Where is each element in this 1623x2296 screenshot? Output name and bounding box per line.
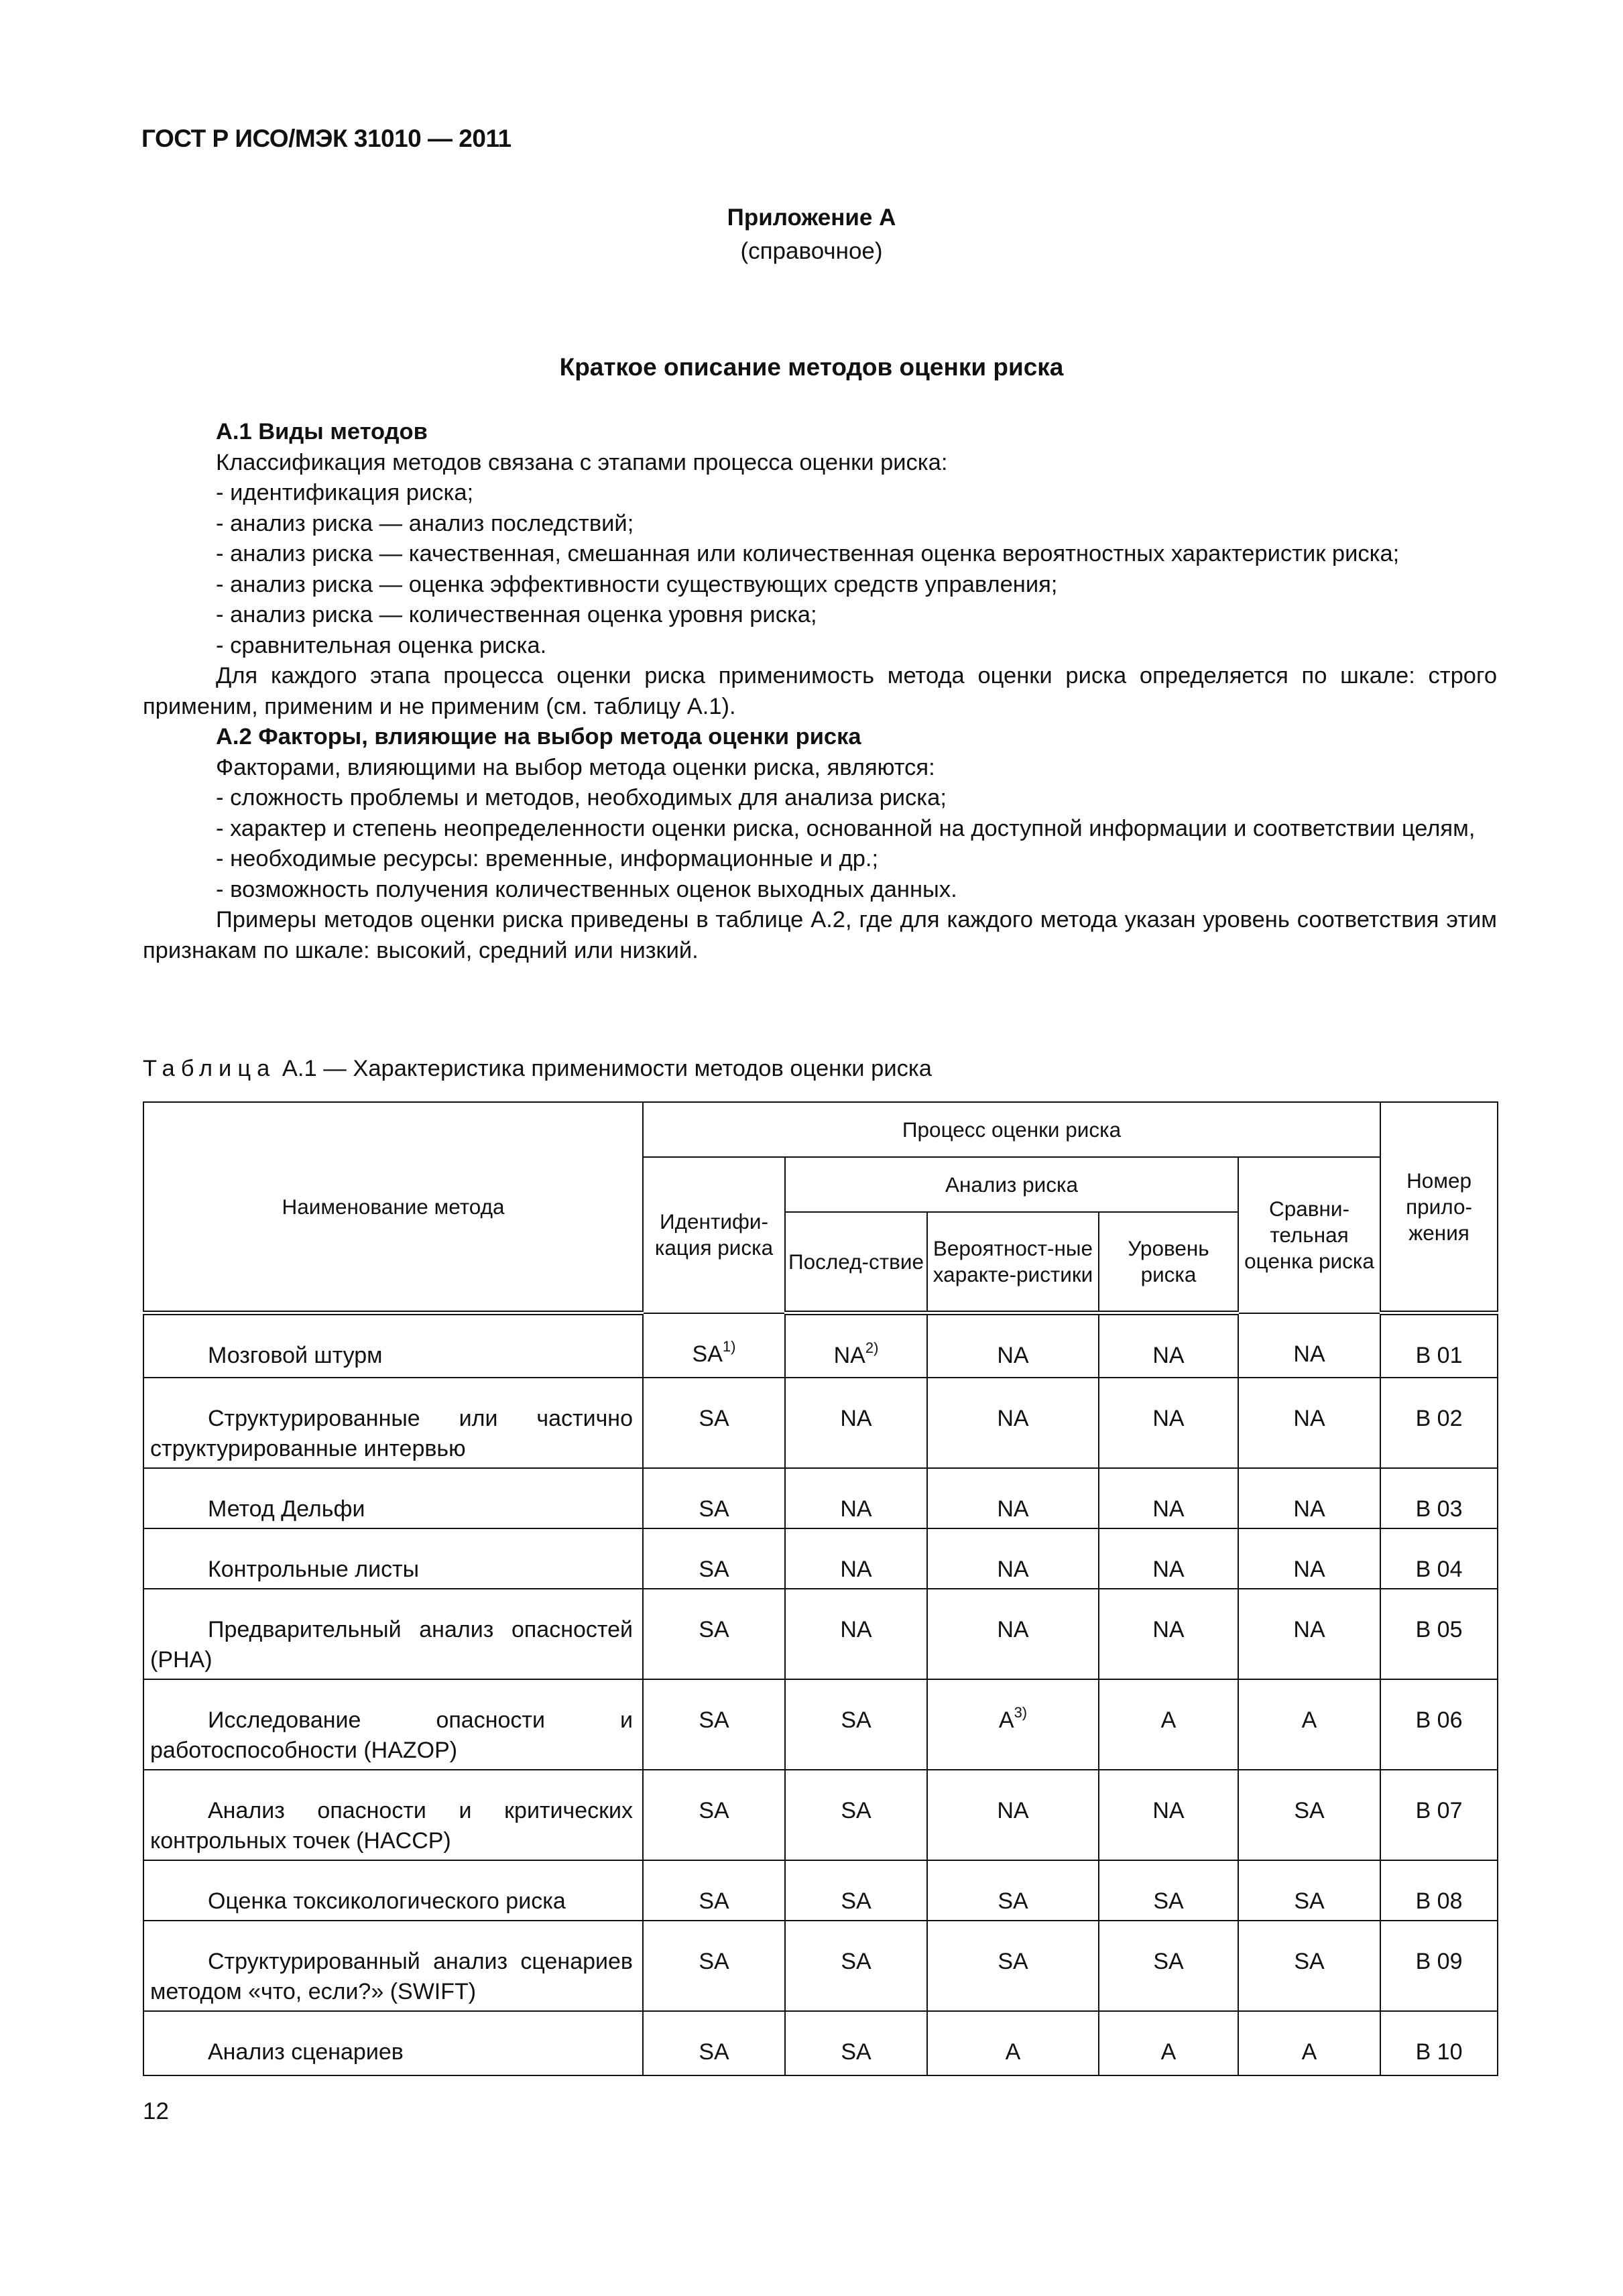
method-name: Анализ опасности и критических контрольных точек (HACCP): [143, 1770, 643, 1860]
cell-evaluation: SA: [1238, 1860, 1380, 1921]
cell-evaluation: NA: [1238, 1468, 1380, 1528]
header-evaluation: Сравни-тельная оценка риска: [1238, 1157, 1380, 1313]
cell-level: A: [1099, 2011, 1238, 2075]
table-row: [143, 1313, 1498, 1378]
body-text: [143, 417, 1497, 966]
cell-consequence: NA: [785, 1468, 927, 1528]
cell-probability: A: [927, 2011, 1099, 2075]
section-a2-outro: Примеры методов оценки риска приведены в таблице А.2, где для каждого метода указан уровень соответствия этим признакам по шкале: высокий, средний или низкий.: [143, 907, 1497, 963]
header-process: Процесс оценки риска: [643, 1102, 1380, 1157]
cell-evaluation: SA: [1238, 1921, 1380, 2011]
list-item: - сравнительная оценка риска.: [216, 632, 547, 658]
cell-annex: В 08: [1380, 1860, 1498, 1921]
method-name: Контрольные листы: [143, 1528, 643, 1589]
table-row: [143, 1860, 1498, 1921]
cell-probability: NA: [927, 1589, 1099, 1679]
method-name: Мозговой штурм: [143, 1313, 643, 1378]
section-a1-outro: Для каждого этапа процесса оценки риска применимость метода оценки риска определяется по шкале: строго применим, применим и не применим (см. таблицу А.1).: [143, 663, 1497, 719]
cell-probability: NA: [927, 1468, 1099, 1528]
method-name: Предварительный анализ опасностей (PHA): [143, 1589, 643, 1679]
cell-consequence: NA$^{2)}$: [785, 1313, 927, 1378]
cell-identification: SA: [643, 1589, 785, 1679]
cell-evaluation: NA: [1238, 1528, 1380, 1589]
cell-annex: В 01: [1380, 1313, 1498, 1378]
list-item: - анализ риска — анализ последствий;: [216, 510, 634, 536]
appendix-heading: [0, 201, 1623, 268]
cell-annex: В 04: [1380, 1528, 1498, 1589]
list-item: - анализ риска — оценка эффективности существующих средств управления;: [216, 571, 1058, 597]
table-row: [143, 1378, 1498, 1468]
list-item: - характер и степень неопределенности оценки риска, основанной на доступной информации и соответствии целям,: [216, 815, 1476, 841]
cell-level: NA: [1099, 1589, 1238, 1679]
header-probability: Вероятност-ные характе-ристики: [927, 1212, 1099, 1313]
footnote-marker: 3): [1014, 1703, 1028, 1721]
cell-identification: SA: [643, 1528, 785, 1589]
page-number: 12: [143, 2098, 169, 2124]
cell-probability: SA: [927, 1860, 1099, 1921]
cell-consequence: NA: [785, 1378, 927, 1468]
table-caption-label: Таблица: [143, 1056, 276, 1081]
list-item: - сложность проблемы и методов, необходимых для анализа риска;: [216, 785, 947, 810]
table-row: [143, 1679, 1498, 1770]
list-item: - анализ риска — количественная оценка уровня риска;: [216, 602, 817, 627]
table-row: [143, 1921, 1498, 2011]
standard-code: ГОСТ Р ИСО/МЭК 31010 — 2011: [141, 125, 512, 152]
header-analysis: Анализ риска: [785, 1157, 1238, 1212]
appendix-subtitle: (справочное): [740, 238, 883, 264]
cell-probability: NA: [927, 1770, 1099, 1860]
table-row: [143, 1589, 1498, 1679]
footnote-marker: 1): [722, 1337, 736, 1355]
cell-annex: В 05: [1380, 1589, 1498, 1679]
cell-identification: SA$^{1)}$: [643, 1313, 785, 1378]
list-item: - возможность получения количественных оценок выходных данных.: [216, 876, 957, 902]
list-item: - необходимые ресурсы: временные, информационные и др.;: [216, 846, 879, 871]
appendix-title: Приложение А: [727, 204, 896, 231]
header-level: Уровень риска: [1099, 1212, 1238, 1313]
main-title: Краткое описание методов оценки риска: [559, 353, 1064, 381]
cell-annex: В 03: [1380, 1468, 1498, 1528]
cell-identification: SA: [643, 2011, 785, 2075]
header-annex: Номер прило-жения: [1380, 1102, 1498, 1313]
method-name: Оценка токсикологического риска: [143, 1860, 643, 1921]
cell-identification: SA: [643, 1921, 785, 2011]
list-item: - идентификация риска;: [216, 480, 474, 505]
cell-annex: В 06: [1380, 1679, 1498, 1770]
section-a2-intro: Факторами, влияющими на выбор метода оценки риска, являются:: [216, 754, 935, 780]
cell-identification: SA: [643, 1770, 785, 1860]
table-caption-text: А.1 — Характеристика применимости методов оценки риска: [282, 1056, 932, 1081]
table-row: [143, 1770, 1498, 1860]
cell-probability: NA: [927, 1313, 1099, 1378]
table-row: [143, 2011, 1498, 2075]
cell-annex: В 02: [1380, 1378, 1498, 1468]
cell-identification: SA: [643, 1860, 785, 1921]
method-name: Исследование опасности и работоспособности (HAZOP): [143, 1679, 643, 1770]
cell-evaluation: NA: [1238, 1378, 1380, 1468]
cell-annex: В 09: [1380, 1921, 1498, 2011]
cell-consequence: NA: [785, 1589, 927, 1679]
header-method: Наименование метода: [143, 1102, 643, 1313]
section-a2-heading: А.2 Факторы, влияющие на выбор метода оценки риска: [216, 724, 861, 749]
cell-consequence: SA: [785, 1679, 927, 1770]
cell-evaluation: SA: [1238, 1770, 1380, 1860]
applicability-table: [143, 1101, 1498, 2076]
cell-probability: SA: [927, 1921, 1099, 2011]
cell-evaluation: NA: [1238, 1313, 1380, 1378]
cell-level: SA: [1099, 1860, 1238, 1921]
cell-consequence: NA: [785, 1528, 927, 1589]
cell-level: NA: [1099, 1770, 1238, 1860]
table-row: [143, 1528, 1498, 1589]
cell-identification: SA: [643, 1679, 785, 1770]
cell-annex: В 07: [1380, 1770, 1498, 1860]
method-name: Структурированные или частично структурированные интервью: [143, 1378, 643, 1468]
cell-identification: SA: [643, 1378, 785, 1468]
cell-level: A: [1099, 1679, 1238, 1770]
cell-level: SA: [1099, 1921, 1238, 2011]
header-identification: Идентифи-кация риска: [643, 1157, 785, 1313]
cell-consequence: SA: [785, 1770, 927, 1860]
cell-consequence: SA: [785, 1860, 927, 1921]
cell-annex: В 10: [1380, 2011, 1498, 2075]
section-a1-intro: Классификация методов связана с этапами процесса оценки риска:: [216, 449, 948, 475]
cell-evaluation: A: [1238, 2011, 1380, 2075]
cell-level: NA: [1099, 1378, 1238, 1468]
table-caption: [143, 1056, 932, 1082]
footnote-marker: 2): [865, 1339, 879, 1356]
cell-probability: $A^{3)}$: [927, 1679, 1099, 1770]
cell-level: NA: [1099, 1468, 1238, 1528]
cell-level: NA: [1099, 1313, 1238, 1378]
cell-probability: NA: [927, 1528, 1099, 1589]
section-a1-heading: А.1 Виды методов: [216, 419, 428, 444]
cell-probability: NA: [927, 1378, 1099, 1468]
header-consequence: Послед-ствие: [785, 1212, 927, 1313]
cell-evaluation: A: [1238, 1679, 1380, 1770]
method-name: Анализ сценариев: [143, 2011, 643, 2075]
method-name: Структурированный анализ сценариев методом «что, если?» (SWIFT): [143, 1921, 643, 2011]
cell-level: NA: [1099, 1528, 1238, 1589]
table-row: [143, 1468, 1498, 1528]
cell-identification: SA: [643, 1468, 785, 1528]
list-item: - анализ риска — качественная, смешанная или количественная оценка вероятностных характеристик риска;: [216, 541, 1400, 566]
cell-consequence: SA: [785, 1921, 927, 2011]
cell-consequence: SA: [785, 2011, 927, 2075]
cell-evaluation: NA: [1238, 1589, 1380, 1679]
method-name: Метод Дельфи: [143, 1468, 643, 1528]
